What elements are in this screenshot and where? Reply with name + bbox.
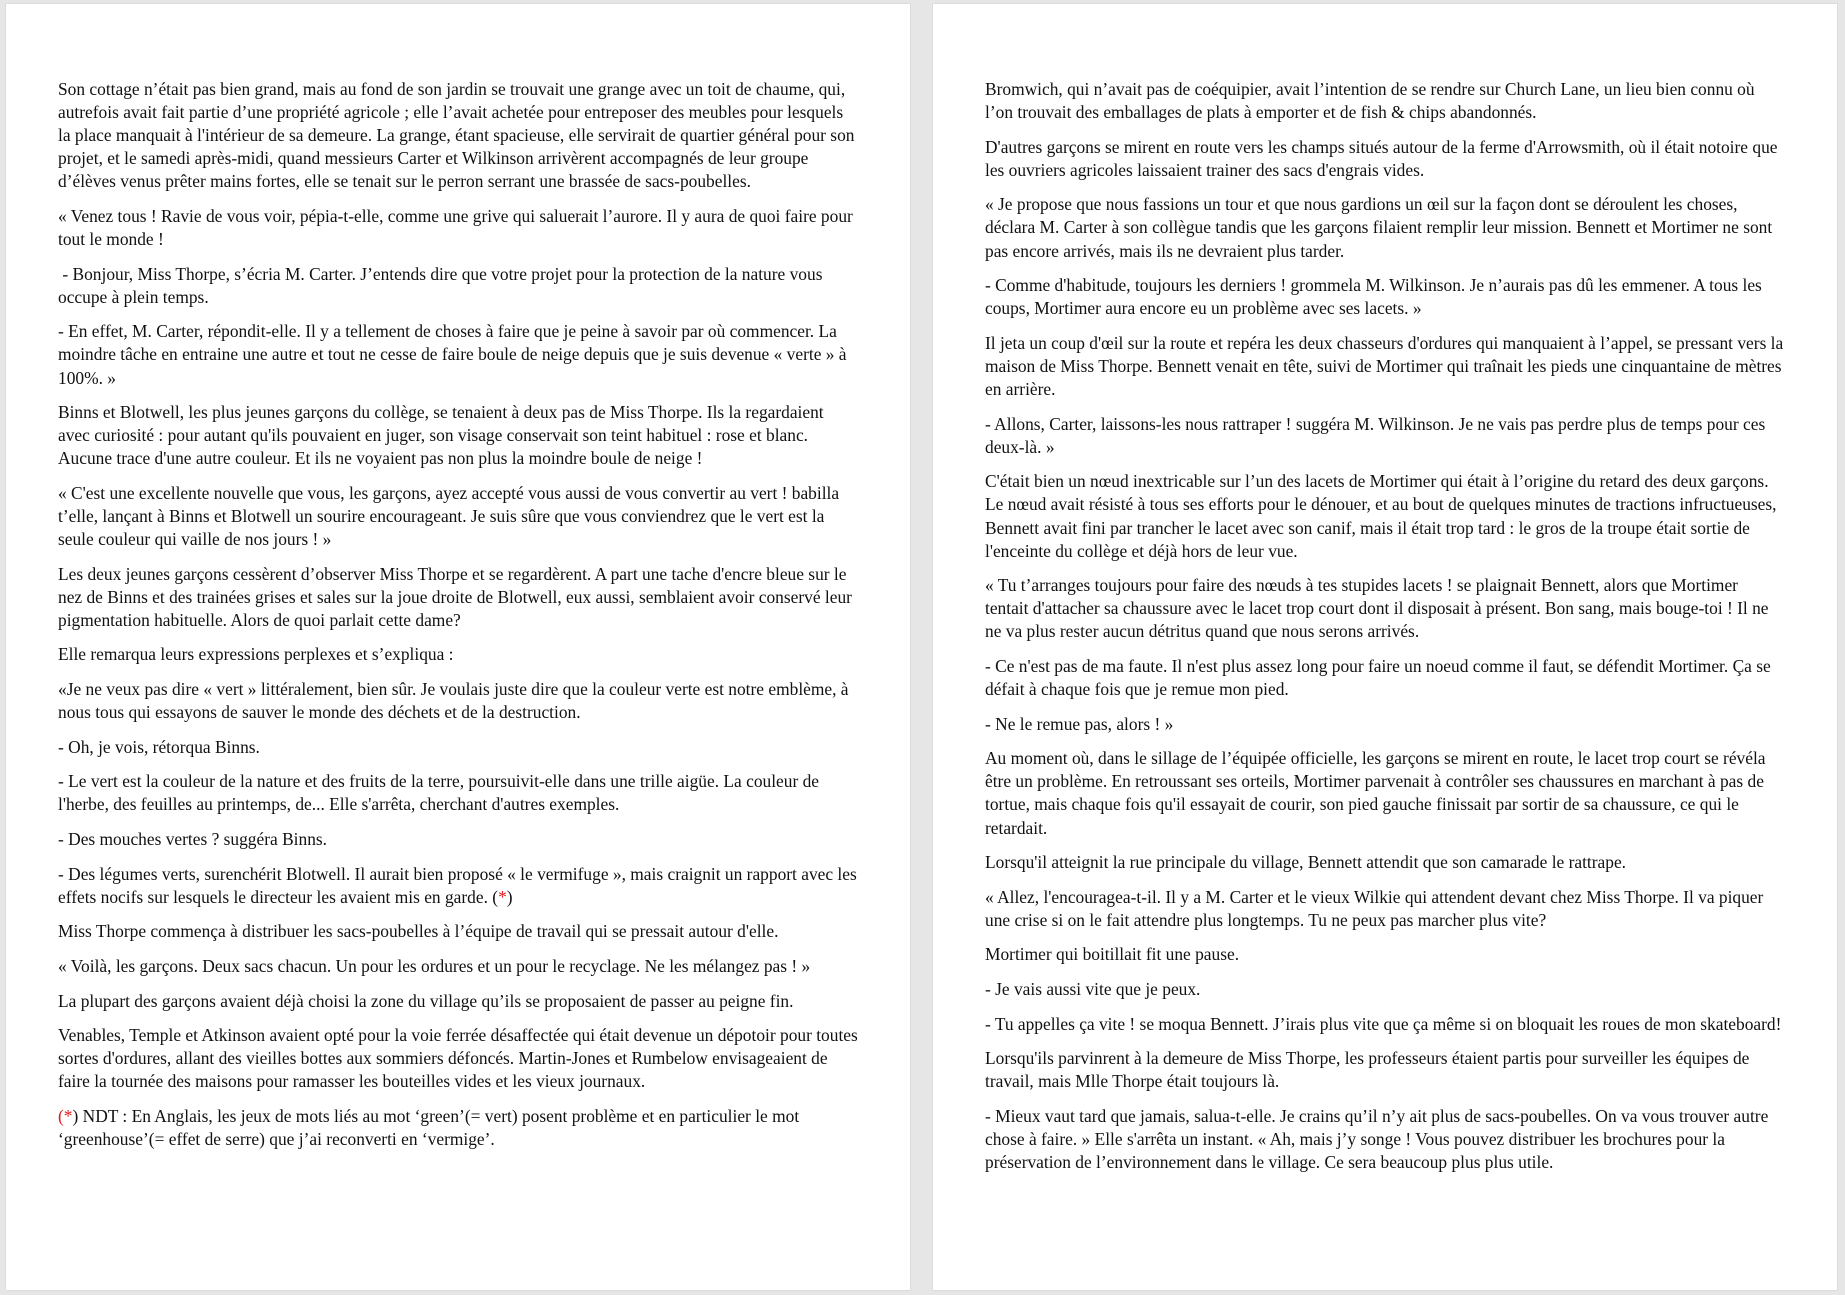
paragraph-text: - Des légumes verts, surenchérit Blotwell. Il aurait bien proposé « le vermifuge », mais craignit un rapport avec les effets nocifs sur lesquels le directeur les avaient mis en garde. ( (58, 863, 857, 907)
paragraph: «Je ne veux pas dire « vert » littéralement, bien sûr. Je voulais juste dire que la couleur verte est notre emblème, à nous tous qui essayons de sauver le monde des déchets et de la destruction. (58, 679, 849, 723)
footnote-marker: * (63, 1105, 73, 1126)
paragraph: La plupart des garçons avaient déjà choisi la zone du village qu’ils se proposaient de passer au peigne fin. (58, 990, 794, 1011)
paragraph: - Oh, je vois, rétorqua Binns. (58, 736, 260, 757)
paragraph: C'était bien un nœud inextricable sur l’un des lacets de Mortimer qui était à l’origine du retard des deux garçons. Le nœud avait résisté à tous ses efforts pour le dénouer, et au bout de quelques minutes de tractions infructueuses, Bennett avait fini par trancher le lacet avec son canif, mais il était trop tard : le gros de la troupe était sortie de l'enceinte du collège et déjà hors de leur vue. (985, 471, 1777, 561)
footnote-marker: * (498, 886, 507, 907)
note-open: ( (58, 1105, 64, 1126)
paragraph: Lorsqu'il atteignit la rue principale du village, Bennett attendit que son camarade le rattrape. (985, 852, 1627, 873)
paragraph: - Comme d'habitude, toujours les derniers ! grommela M. Wilkinson. Je n’aurais pas dû les emmener. A tous les coups, Mortimer aura encore eu un problème avec ses lacets. » (985, 275, 1762, 319)
paragraph: - En effet, M. Carter, répondit-elle. Il y a tellement de choses à faire que je peine à savoir par où commencer. La moindre tâche en entraine une autre et tout ne cesse de faire boule de neige depuis que je suis devenue « verte » à 100%. » (58, 321, 847, 388)
paragraph: Miss Thorpe commença à distribuer les sacs-poubelles à l’équipe de travail qui se pressait autour d'elle. (58, 921, 779, 942)
paragraph: Binns et Blotwell, les plus jeunes garçons du collège, se tenaient à deux pas de Miss Thorpe. Ils la regardaient avec curiosité : pour autant qu'ils pouvaient en juger, son visage conservait son teint habituel : rose et blanc. Aucune trace d'une autre couleur. Et ils ne voyaient pas non plus la moindre boule de neige ! (58, 402, 824, 469)
paragraph: Venables, Temple et Atkinson avaient opté pour la voie ferrée désaffectée qui était devenue un dépotoir pour toutes sortes d'ordures, allant des vieilles bottes aux sommiers défoncés. Martin-Jones et Rumbelow envisageaient de faire la tournée des maisons pour ramasser les bouteilles vides et les vieux journaux. (58, 1025, 858, 1092)
paragraph: - Le vert est la couleur de la nature et des fruits de la terre, poursuivit-elle dans une trille aigüe. La couleur de l'herbe, des feuilles au printemps, de... Elle s'arrêta, cherchant d'autres exemples. (58, 771, 820, 815)
paragraph: - Bonjour, Miss Thorpe, s’écria M. Carter. J’entends dire que votre projet pour la protection de la nature vous occupe à plein temps. (58, 263, 827, 307)
paragraph: Elle remarqua leurs expressions perplexes et s’expliqua : (58, 644, 454, 665)
paragraph: - Allons, Carter, laissons-les nous rattraper ! suggéra M. Wilkinson. Je ne vais pas perdre plus de temps pour ces deux-là. » (985, 413, 1766, 457)
paragraph: « Tu t’arranges toujours pour faire des nœuds à tes stupides lacets ! se plaignait Bennett, alors que Mortimer tentait d'attacher sa chaussure avec le lacet trop court dont il disposait à présent. Bon sang, mais bouge-toi ! Il ne ne va plus rester aucun détritus quand que nous serons arrivés. (985, 575, 1769, 642)
paragraph: « Voilà, les garçons. Deux sacs chacun. Un pour les ordures et un pour le recyclage. Ne les mélangez pas ! » (58, 955, 811, 976)
paragraph: Mortimer qui boitillait fit une pause. (985, 944, 1240, 965)
paragraph: - Mieux vaut tard que jamais, salua-t-elle. Je crains qu’il n’y ait plus de sacs-poubelles. On va vous trouver autre chose à faire. » Elle s'arrêta un instant. « Ah, mais j’y songe ! Vous pouvez distribuer les brochures pour la préservation de l’environnement dans le village. Ce sera beaucoup plus plus utile. (985, 1105, 1769, 1173)
paragraph: Les deux jeunes garçons cessèrent d’observer Miss Thorpe et se regardèrent. A part une tache d'encre bleue sur le nez de Binns et des trainées grises et sales sur la joue droite de Blotwell, eux aussi, semblaient avoir conservé leur pigmentation habituelle. Alors de quoi parlait cette dame? (58, 563, 852, 630)
paragraph-text-end: ) (506, 886, 513, 907)
paragraph-with-footnote-marker (58, 863, 858, 909)
paragraph: - Tu appelles ça vite ! se moqua Bennett. J’irais plus vite que ça même si on bloquait les roues de mon skateboard! (985, 1013, 1782, 1034)
paragraph: - Ce n'est pas de ma faute. Il n'est plus assez long pour faire un noeud comme il faut, se défendit Mortimer. Ça se défait à chaque fois que je remue mon pied. (985, 655, 1771, 700)
paragraph: - Des mouches vertes ? suggéra Binns. (58, 829, 328, 850)
paragraph: « Venez tous ! Ravie de vous voir, pépia-t-elle, comme une grive qui saluerait l’aurore. Il y aura de quoi faire pour tout le monde ! (58, 205, 853, 250)
paragraph: « Je propose que nous fassions un tour et que nous gardions un œil sur la façon dont se déroulent les choses, déclara M. Carter à son collègue tandis que les garçons filaient remplir leur mission. Bennett et Mortimer ne sont pas encore arrivés, mais ils ne devraient plus tarder. (985, 194, 1773, 261)
paragraph: Au moment où, dans le sillage de l’équipée officielle, les garçons se mirent en route, le lacet trop court se révéla être un problème. En retroussant ses orteils, Mortimer parvenait à contrôler ses chaussures en marchant à pas de tortue, mais chaque fois qu'il essayait de courir, son pied gauche finissait par sortir de sa chaussure, ce qui le retardait. (985, 748, 1766, 838)
paragraph: D'autres garçons se mirent en route vers les champs situés autour de la ferme d'Arrowsmith, où il était notoire que les ouvriers agricoles laissaient trainer des sacs d'engrais vides. (985, 136, 1778, 180)
document-page-left (6, 4, 910, 1290)
paragraph: - Ne le remue pas, alors ! » (985, 713, 1174, 734)
document-page-right (933, 4, 1837, 1290)
note-text: ) NDT : En Anglais, les jeux de mots liés au mot ‘green’(= vert) posent problème et en particulier le mot ‘greenhouse’(= effet de serre) que j’ai reconverti en ‘vermige’. (58, 1105, 800, 1149)
paragraph: - Je vais aussi vite que je peux. (985, 979, 1201, 999)
translator-note (58, 1105, 858, 1151)
paragraph: « Allez, l'encouragea-t-il. Il y a M. Carter et le vieux Wilkie qui attendent devant chez Miss Thorpe. Il va piquer une crise si on le fait attendre plus longtemps. Tu ne peux pas marcher plus vite? (985, 886, 1764, 930)
paragraph: Son cottage n’était pas bien grand, mais au fond de son jardin se trouvait une grange avec un toit de chaume, qui, autrefois avait fait partie d’une propriété agricole ; elle l’avait achetée pour entreposer des meubles pour lesquels la place manquait à l'intérieur de sa demeure. La grange, étant spacieuse, elle servirait de quartier général pour son projet, et le samedi après-midi, quand messieurs Carter et Wilkinson arrivèrent accompagnés de leur groupe d’élèves venus prêter mains fortes, elle se tenait sur le perron serrant une brassée de sacs-poubelles. (58, 79, 855, 192)
paragraph: « C'est une excellente nouvelle que vous, les garçons, ayez accepté vous aussi de vous convertir au vert ! babilla t’elle, lançant à Binns et Blotwell un sourire encourageant. Je suis sûre que vous conviendrez que le vert est la seule couleur qui vaille de nos jours ! » (58, 482, 840, 550)
paragraph: Bromwich, qui n’avait pas de coéquipier, avait l’intention de se rendre sur Church Lane, un lieu bien connu où l’on trouvait des emballages de plats à emporter et de fish & chips abandonnés. (985, 79, 1755, 123)
paragraph: Lorsqu'ils parvinrent à la demeure de Miss Thorpe, les professeurs étaient partis pour surveiller les équipes de travail, mais Mlle Thorpe était toujours là. (985, 1048, 1750, 1092)
paragraph: Il jeta un coup d'œil sur la route et repéra les deux chasseurs d'ordures qui manquaient à l’appel, se pressant vers la maison de Miss Thorpe. Bennett venait en tête, suivi de Mortimer qui traînait les pieds une cinquantaine de mètres en arrière. (985, 332, 1784, 400)
